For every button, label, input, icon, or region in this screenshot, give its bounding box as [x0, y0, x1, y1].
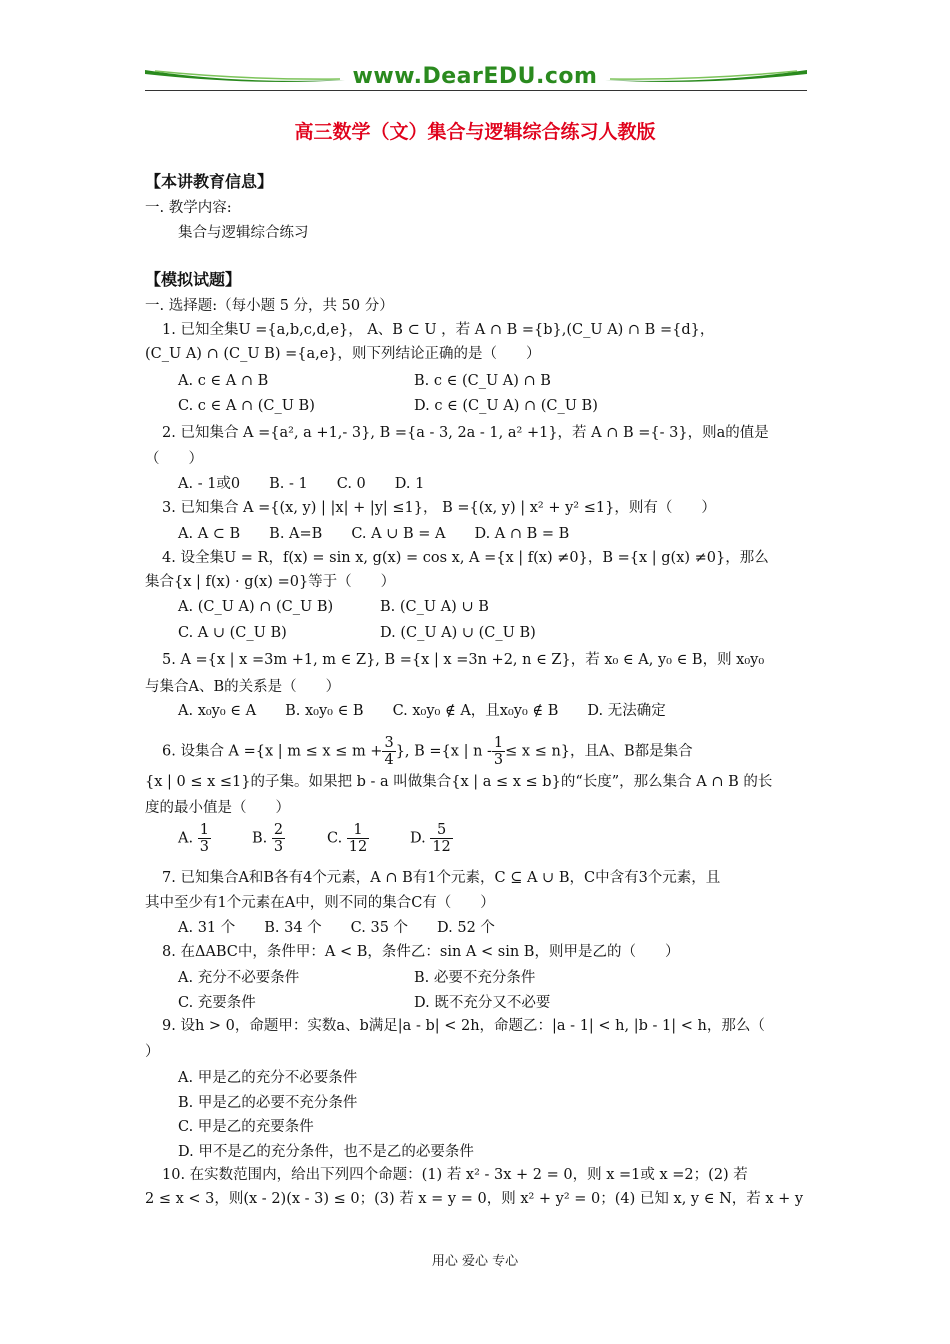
- options-row: A. - 1或0 B. - 1 C. 0 D. 1: [178, 476, 425, 492]
- option-label: B.: [252, 830, 268, 847]
- question-1: 1. 已知全集U ={a,b,c,d,e}， A、B ⊂ U ，若 A ∩ B ={b},(C_U A) ∩ B ={d}，: [162, 322, 715, 338]
- denominator: 3: [199, 839, 209, 855]
- option-label: A.: [178, 830, 194, 847]
- option-a: A. 充分不必要条件: [178, 970, 300, 986]
- q6-text: ≤ x ≤ n}，且A、B都是集合: [505, 743, 693, 760]
- option-d: D. (C_U A) ∪ (C_U B): [380, 625, 536, 641]
- option-b: [252, 822, 285, 855]
- text-line: 其中至少有1个元素在A中，则不同的集合C有（ ）: [145, 895, 495, 911]
- denominator: 12: [348, 839, 368, 855]
- denominator: 12: [432, 839, 451, 855]
- page-title: 高三数学（文）集合与逻辑综合练习人教版: [294, 121, 656, 143]
- options-row: A. A ⊂ B B. A=B C. A ∪ B = A D. A ∩ B = B: [178, 526, 570, 542]
- text-line: 集合与逻辑综合练习: [178, 225, 309, 241]
- option-c: [327, 822, 369, 855]
- text-line: {x | 0 ≤ x ≤1}的子集。如果把 b - a 叫做集合{x | a ≤ x ≤ b}的“长度”，那么集合 A ∩ B 的长: [145, 774, 773, 790]
- option-a: A. c ∈ A ∩ B: [178, 373, 269, 389]
- denominator: 3: [273, 839, 284, 855]
- option-c: C. A ∪ (C_U B): [178, 625, 287, 641]
- text-line: 一. 教学内容:: [145, 200, 232, 216]
- numerator: 1: [199, 822, 209, 838]
- fraction: [382, 735, 395, 768]
- question-3: 3. 已知集合 A ={(x, y) | |x| + |y| ≤1}， B ={(x, y) | x² + y² ≤1}，则有（ ）: [162, 500, 716, 516]
- option-d: D. 甲不是乙的充分条件，也不是乙的必要条件: [178, 1144, 474, 1160]
- options-row: A. x₀y₀ ∈ A B. x₀y₀ ∈ B C. x₀y₀ ∉ A，且x₀y₀ ∉ B D. 无法确定: [178, 703, 666, 719]
- option-label: C.: [327, 830, 343, 847]
- text-line: 度的最小值是（ ）: [145, 800, 290, 816]
- options-row: A. 31 个 B. 34 个 C. 35 个 D. 52 个: [178, 920, 495, 936]
- q6-text: 6. 设集合 A ={x | m ≤ x ≤ m +: [162, 743, 383, 760]
- question-5: 5. A ={x | x =3m +1, m ∈ Z}, B ={x | x =3n +2, n ∈ Z}，若 x₀ ∈ A, y₀ ∈ B，则 x₀y₀: [162, 652, 765, 668]
- option-d: D. c ∈ (C_U A) ∩ (C_U B): [414, 398, 598, 414]
- text-line: （ ）: [145, 451, 203, 467]
- section-heading: 【模拟试题】: [145, 270, 242, 289]
- question-2: 2. 已知集合 A ={a², a +1,- 3}, B ={a - 3, 2a - 1, a² +1}，若 A ∩ B ={- 3}，则a的值是: [162, 425, 769, 441]
- text-line: 2 ≤ x < 3，则(x - 2)(x - 3) ≤ 0；(3) 若 x = y = 0，则 x² + y² = 0；(4) 已知 x, y ∈ N，若 x + y: [145, 1191, 804, 1207]
- numerator: 5: [430, 822, 452, 839]
- site-logo-text: www.DearEDU.com: [352, 64, 598, 89]
- option-a: [178, 822, 211, 855]
- fraction: [272, 822, 285, 855]
- option-d: [410, 822, 453, 855]
- denominator: 3: [493, 752, 504, 768]
- denominator: 4: [384, 752, 394, 768]
- question-10: 10. 在实数范围内，给出下列四个命题：(1) 若 x² - 3x + 2 = 0，则 x =1或 x =2；(2) 若: [162, 1167, 748, 1183]
- option-c: C. c ∈ A ∩ (C_U B): [178, 398, 315, 414]
- q6-text: }, B ={x | n -: [395, 743, 492, 760]
- option-a: A. (C_U A) ∩ (C_U B): [178, 599, 334, 615]
- option-a: A. 甲是乙的充分不必要条件: [178, 1070, 358, 1086]
- numerator: 3: [384, 735, 394, 751]
- fraction: [430, 822, 452, 855]
- numerator: 1: [493, 735, 504, 751]
- question-6: [162, 735, 693, 768]
- text-line: 一. 选择题:（每小题 5 分，共 50 分）: [145, 298, 394, 314]
- question-9: 9. 设h > 0，命题甲：实数a、b满足|a - b| < 2h，命题乙：|a - 1| < h, |b - 1| < h，那么（: [162, 1018, 765, 1034]
- header-rule: [145, 90, 807, 91]
- text-line: ）: [145, 1044, 160, 1060]
- option-c: C. 充要条件: [178, 995, 256, 1011]
- text-line: (C_U A) ∩ (C_U B) ={a,e}，则下列结论正确的是（ ）: [145, 346, 541, 362]
- option-b: B. 甲是乙的必要不充分条件: [178, 1095, 358, 1111]
- option-b: B. 必要不充分条件: [414, 970, 536, 986]
- section-heading: 【本讲教育信息】: [145, 172, 274, 191]
- numerator: 1: [347, 822, 369, 839]
- fraction: [492, 735, 505, 768]
- option-label: D.: [410, 830, 426, 847]
- question-4: 4. 设全集U = R，f(x) = sin x, g(x) = cos x, A ={x | f(x) ≠0}，B ={x | g(x) ≠0}，那么: [162, 550, 769, 566]
- option-d: D. 既不充分又不必要: [414, 995, 551, 1011]
- page-footer: 用心 爱心 专心: [431, 1254, 519, 1269]
- question-8: 8. 在ΔABC中，条件甲：A < B，条件乙：sin A < sin B，则甲是乙的（ ）: [162, 944, 680, 960]
- text-line: 与集合A、B的关系是（ ）: [145, 679, 341, 695]
- text-line: 集合{x | f(x) · g(x) =0}等于（ ）: [145, 574, 396, 590]
- numerator: 2: [273, 822, 284, 838]
- option-c: C. 甲是乙的充要条件: [178, 1119, 314, 1135]
- fraction: [198, 822, 211, 855]
- question-7: 7. 已知集合A和B各有4个元素，A ∩ B有1个元素，C ⊆ A ∪ B，C中含有3个元素，且: [162, 870, 721, 886]
- option-b: B. c ∈ (C_U A) ∩ B: [414, 373, 551, 389]
- option-b: B. (C_U A) ∪ B: [380, 599, 489, 615]
- fraction: [347, 822, 369, 855]
